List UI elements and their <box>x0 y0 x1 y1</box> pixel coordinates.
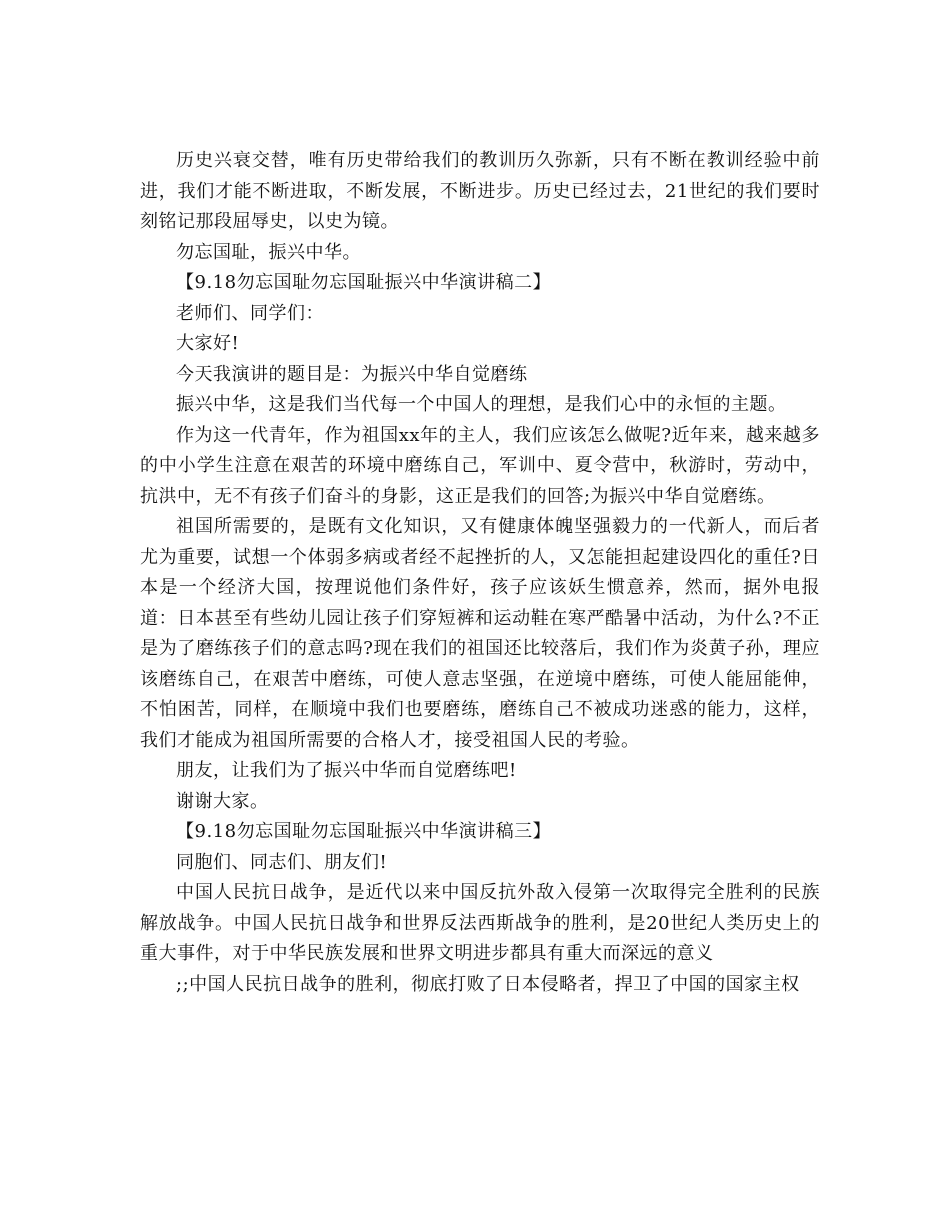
paragraph-ideal: 振兴中华，这是我们当代每一个中国人的理想，是我们心中的永恒的主题。 <box>176 394 787 415</box>
section-heading-speech-three: 【9.18勿忘国耻勿忘国耻振兴中华演讲稿三】 <box>176 821 552 842</box>
paragraph-greeting: 大家好! <box>176 333 240 354</box>
paragraph-speech-topic: 今天我演讲的题目是：为振兴中华自觉磨练 <box>176 363 528 385</box>
paragraph-motherland-needs: 祖国所需要的，是既有文化知识，又有健康体魄坚强毅力的一代新人，而后者尤为重要，试想一个体弱多病或者经不起挫折的人，又怎能担起建设四化的重任?日本是一个经济大国，按理说他们条件好，孩子应该妖生惯意养，然而，据外电报道：日本甚至有些幼儿园让孩子们穿短裤和运动鞋在寒严酷暑中活动，为什么?不正是为了磨练孩子们的意志吗?现在我们的祖国还比较落后，我们作为炎黄子孙，理应该磨练自己，在艰苦中磨练，可使人意志坚强，在逆境中磨练，可使人能屈能伸，不怕困苦，同样，在顺境中我们也要磨练，磨练自己不被成功迷惑的能力，这样，我们才能成为祖国所需要的合格人才，接受祖国人民的考验。 <box>140 516 820 751</box>
paragraph-call-to-action: 朋友，让我们为了振兴中华而自觉磨练吧! <box>176 760 517 781</box>
paragraph-history-lesson: 历史兴衰交替，唯有历史带给我们的教训历久弥新，只有不断在教训经验中前进，我们才能不断进取，不断发展，不断进步。历史已经过去，21世纪的我们要时刻铭记那段屈辱史，以史为镜。 <box>140 150 820 232</box>
paragraph-thanks: 谢谢大家。 <box>176 790 269 812</box>
document-body <box>140 146 820 1000</box>
section-heading-speech-two: 【9.18勿忘国耻勿忘国耻振兴中华演讲稿二】 <box>176 272 552 293</box>
paragraph-salutation-teachers: 老师们、同学们： <box>176 302 324 324</box>
paragraph-war-victory: 中国人民抗日战争，是近代以来中国反抗外敌入侵第一次取得完全胜利的民族解放战争。中国人民抗日战争和世界反法西斯战争的胜利，是20世纪人类历史上的重大事件，对于中华民族发展和世界文明进步都具有重大而深远的意义 <box>140 882 820 964</box>
paragraph-sovereignty: ;;中国人民抗日战争的胜利，彻底打败了日本侵略者，捍卫了中国的国家主权 <box>176 973 800 995</box>
paragraph-slogan: 勿忘国耻，振兴中华。 <box>176 241 361 263</box>
paragraph-youth: 作为这一代青年，作为祖国xx年的主人，我们应该怎么做呢?近年来，越来越多的中小学生注意在艰苦的环境中磨练自己，军训中、夏令营中，秋游时，劳动中，抗洪中，无不有孩子们奋斗的身影，这正是我们的回答;为振兴中华自觉磨练。 <box>140 424 820 507</box>
paragraph-salutation-compatriots: 同胞们、同志们、朋友们! <box>176 851 388 873</box>
